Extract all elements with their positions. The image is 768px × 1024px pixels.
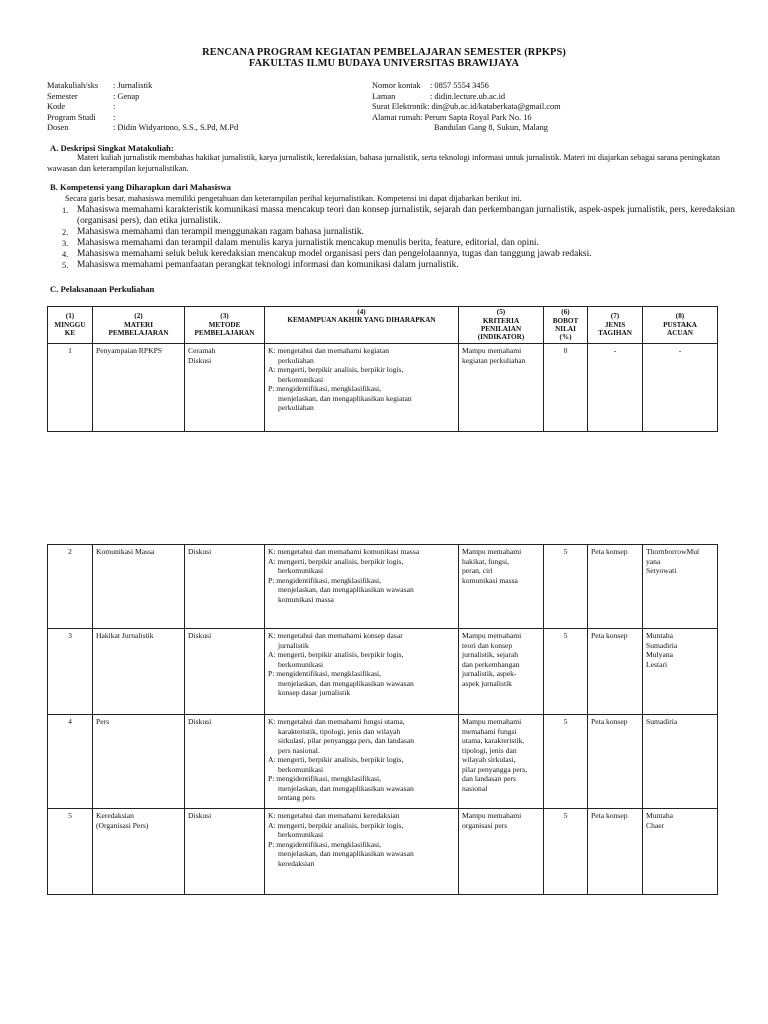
contact-row: Laman : didin.lecture.ub.ac.id [372, 91, 506, 101]
table-row [48, 344, 718, 432]
list-item: 2. Mahasiswa memahami dan terampil menggunakan ragam bahasa jurnalistik. [62, 227, 364, 238]
cell-bobot: 5 [544, 545, 588, 629]
lecturer-contact [372, 81, 561, 134]
cell-pustaka: - [643, 344, 718, 432]
cell-jenis: Peta konsep [588, 809, 643, 895]
schedule-table-top [47, 306, 718, 432]
col-header-pustaka: (8) PUSTAKA ACUAN [643, 307, 718, 344]
contact-row: Surat Elektronik: din@ub.ac.id/kataberkata@gmail.com [372, 102, 561, 112]
list-item: 4. Mahasiswa memahami seluk beluk keredaksian mencakup model organisasi pers dan pengelolaannya, tugas dan tanggung jawab redaksi. [62, 249, 592, 260]
table-row [48, 545, 718, 629]
table-row [48, 715, 718, 809]
list-item: 5. Mahasiswa memahami pemanfaatan perangkat teknologi informasi dan komunikasi dalam jurnalistik. [62, 260, 459, 271]
col-header-kriteria: (5) KRITERIA PENILAIAN (INDIKATOR) [459, 307, 544, 344]
cell-week: 3 [48, 629, 93, 715]
section-a-heading: A. Deskripsi Singkat Matakuliah: [50, 143, 174, 153]
cell-kriteria: Mampu memahami hakikat, fungsi, peran, ciri komunikasi massa [459, 545, 544, 629]
contact-row: Nomor kontak : 0857 5554 3456 [372, 81, 489, 90]
cell-jenis: Peta konsep [588, 715, 643, 809]
cell-pustaka: Muntaha Chaer [643, 809, 718, 895]
cell-metode: Diskusi [185, 545, 265, 629]
cell-kemampuan: K: mengetahui dan memahami kegiatan perkuliahan A: mengerti, berpikir analisis, berpikir logis, berkomunikasi P: mengidentifikasi, mengklasifikasi, menjelaskan, dan mengaplikasikan kegiatan perkuliahan [265, 344, 459, 432]
document-title: RENCANA PROGRAM KEGIATAN PEMBELAJARAN SEMESTER (RPKPS) [202, 47, 566, 58]
table-row [48, 809, 718, 895]
cell-materi: Komunikasi Massa [93, 545, 185, 629]
cell-pustaka: Sumadiria [643, 715, 718, 809]
cell-metode: Diskusi [185, 715, 265, 809]
cell-materi: Penyampaian RPKPS [93, 344, 185, 432]
col-header-kemampuan: (4) KEMAMPUAN AKHIR YANG DIHARAPKAN [265, 307, 459, 344]
cell-kriteria: Mampu memahami organisasi pers [459, 809, 544, 895]
cell-bobot: 5 [544, 629, 588, 715]
list-item: 3. Mahasiswa memahami dan terampil dalam menulis karya jurnalistik mencakup menulis berita, feature, editorial, dan opini. [62, 238, 539, 249]
course-description: Materi kuliah jurnalistik membahas hakikat jurnalistik, karya jurnalistik, keredaksian, bahasa jurnalistik, serta teknologi informasi untuk jurnalistik. Materi ini diajarkan sebagai sarana peningkatan wawasan dan keterampilan kejurnalistikan. [47, 153, 720, 173]
cell-materi: Hakikat Jurnalistik [93, 629, 185, 715]
col-header-materi: (2) MATERI PEMBELAJARAN [93, 307, 185, 344]
course-info [47, 81, 238, 134]
course-info-row: Program Studi : [47, 112, 116, 122]
cell-materi: Pers [93, 715, 185, 809]
cell-jenis: - [588, 344, 643, 432]
competency-intro: Secara garis besar, mahasiswa memiliki pengetahuan dan keterampilan perihal kejurnalistikan. Kompetensi ini dapat dijabarkan berikut ini. [65, 194, 522, 203]
section-c-heading: C. Pelaksanaan Perkuliahan [50, 284, 155, 294]
col-header-week: (1) MINGGU KE [48, 307, 93, 344]
section-b-heading: B. Kompetensi yang Diharapkan dari Mahasiswa [50, 182, 231, 192]
cell-jenis: Peta konsep [588, 629, 643, 715]
cell-kriteria: Mampu memahami kegiatan perkuliahan [459, 344, 544, 432]
cell-week: 2 [48, 545, 93, 629]
cell-kriteria: Mampu memahami teori dan konsep jurnalistik, sejarah dan perkembangan jurnalistik, aspek- aspek jurnalistik [459, 629, 544, 715]
cell-kemampuan: K: mengetahui dan memahami fungsi utama, karakteristik, tipologi, jenis dan wilayah sirkulasi, pilar penyangga pers, dan landasan pers nasional. A: mengerti, berpikir analisis, berpikir logis, berkomunikasi P: mengidentifikasi, mengklasifikasi, menjelaskan, dan mengaplikasikan wawasan tentang pers [265, 715, 459, 809]
contact-row: Alamat rumah: Perum Sapta Royal Park No. 16 [372, 112, 532, 122]
cell-bobot: 5 [544, 809, 588, 895]
cell-metode: Ceramah Diskusi [185, 344, 265, 432]
table-header-row [48, 307, 718, 344]
col-header-jenis: (7) JENIS TAGIHAN [588, 307, 643, 344]
contact-row: Bandulan Gang 8, Sukun, Malang [434, 123, 548, 133]
cell-materi: Keredaksian (Organisasi Pers) [93, 809, 185, 895]
schedule-table-continued [47, 544, 718, 895]
cell-kemampuan: K: mengetahui dan memahami keredaksian A: mengerti, berpikir analisis, berpikir logis, berkomunikasi P: mengidentifikasi, mengklasifikasi, menjelaskan, dan mengaplikasikan wawasan keredaksian [265, 809, 459, 895]
competency-list [62, 205, 742, 272]
cell-week: 4 [48, 715, 93, 809]
col-header-metode: (3) METODE PEMBELAJARAN [185, 307, 265, 344]
faculty-title: FAKULTAS ILMU BUDAYA UNIVERSITAS BRAWIJAYA [248, 58, 520, 69]
course-info-row: Kode : [47, 102, 116, 112]
cell-week: 1 [48, 344, 93, 432]
list-item: 1. Mahasiswa memahami karakteristik komunikasi massa mencakup teori dan konsep jurnalistik, sejarah dan perkembangan jurnalistik, aspek-aspek jurnalistik, pers, keredaksian (organisasi pers), dan etika jurnalistik. [62, 205, 735, 227]
course-info-row: Dosen : Didin Widyartono, S.S., S.Pd, M.Pd [47, 123, 239, 133]
cell-bobot: 0 [544, 344, 588, 432]
cell-kriteria: Mampu memahami memahami fungsi utama, karakteristik, tipologi, jenis dan wilayah sirkulasi, pilar penyangga pers, dan landasan pers nasional [459, 715, 544, 809]
cell-jenis: Peta konsep [588, 545, 643, 629]
cell-pustaka: ThornborrowMul yana Setyowati [643, 545, 718, 629]
course-info-row: Matakuliah/sks : Jurnalistik [47, 81, 153, 90]
cell-metode: Diskusi [185, 809, 265, 895]
table-row [48, 629, 718, 715]
course-info-row: Semester : Genap [47, 91, 140, 101]
cell-kemampuan: K: mengetahui dan memahami konsep dasar jurnalistik A: mengerti, berpikir analisis, berpikir logis, berkomunikasi P: mengidentifikasi, mengklasifikasi, menjelaskan, dan mengaplikasikan wawasan konsep dasar jurnalistik [265, 629, 459, 715]
col-header-bobot: (6) BOBOT NILAI (%) [544, 307, 588, 344]
cell-week: 5 [48, 809, 93, 895]
cell-bobot: 5 [544, 715, 588, 809]
cell-metode: Diskusi [185, 629, 265, 715]
cell-pustaka: Muntaha Sumadiria Mulyana Lestari [643, 629, 718, 715]
cell-kemampuan: K: mengetahui dan memahami komunikasi massa A: mengerti, berpikir analisis, berpikir logis, berkomunikasi P: mengidentifikasi, mengklasifikasi, menjelaskan, dan mengaplikasikan wawasan komunikasi massa [265, 545, 459, 629]
